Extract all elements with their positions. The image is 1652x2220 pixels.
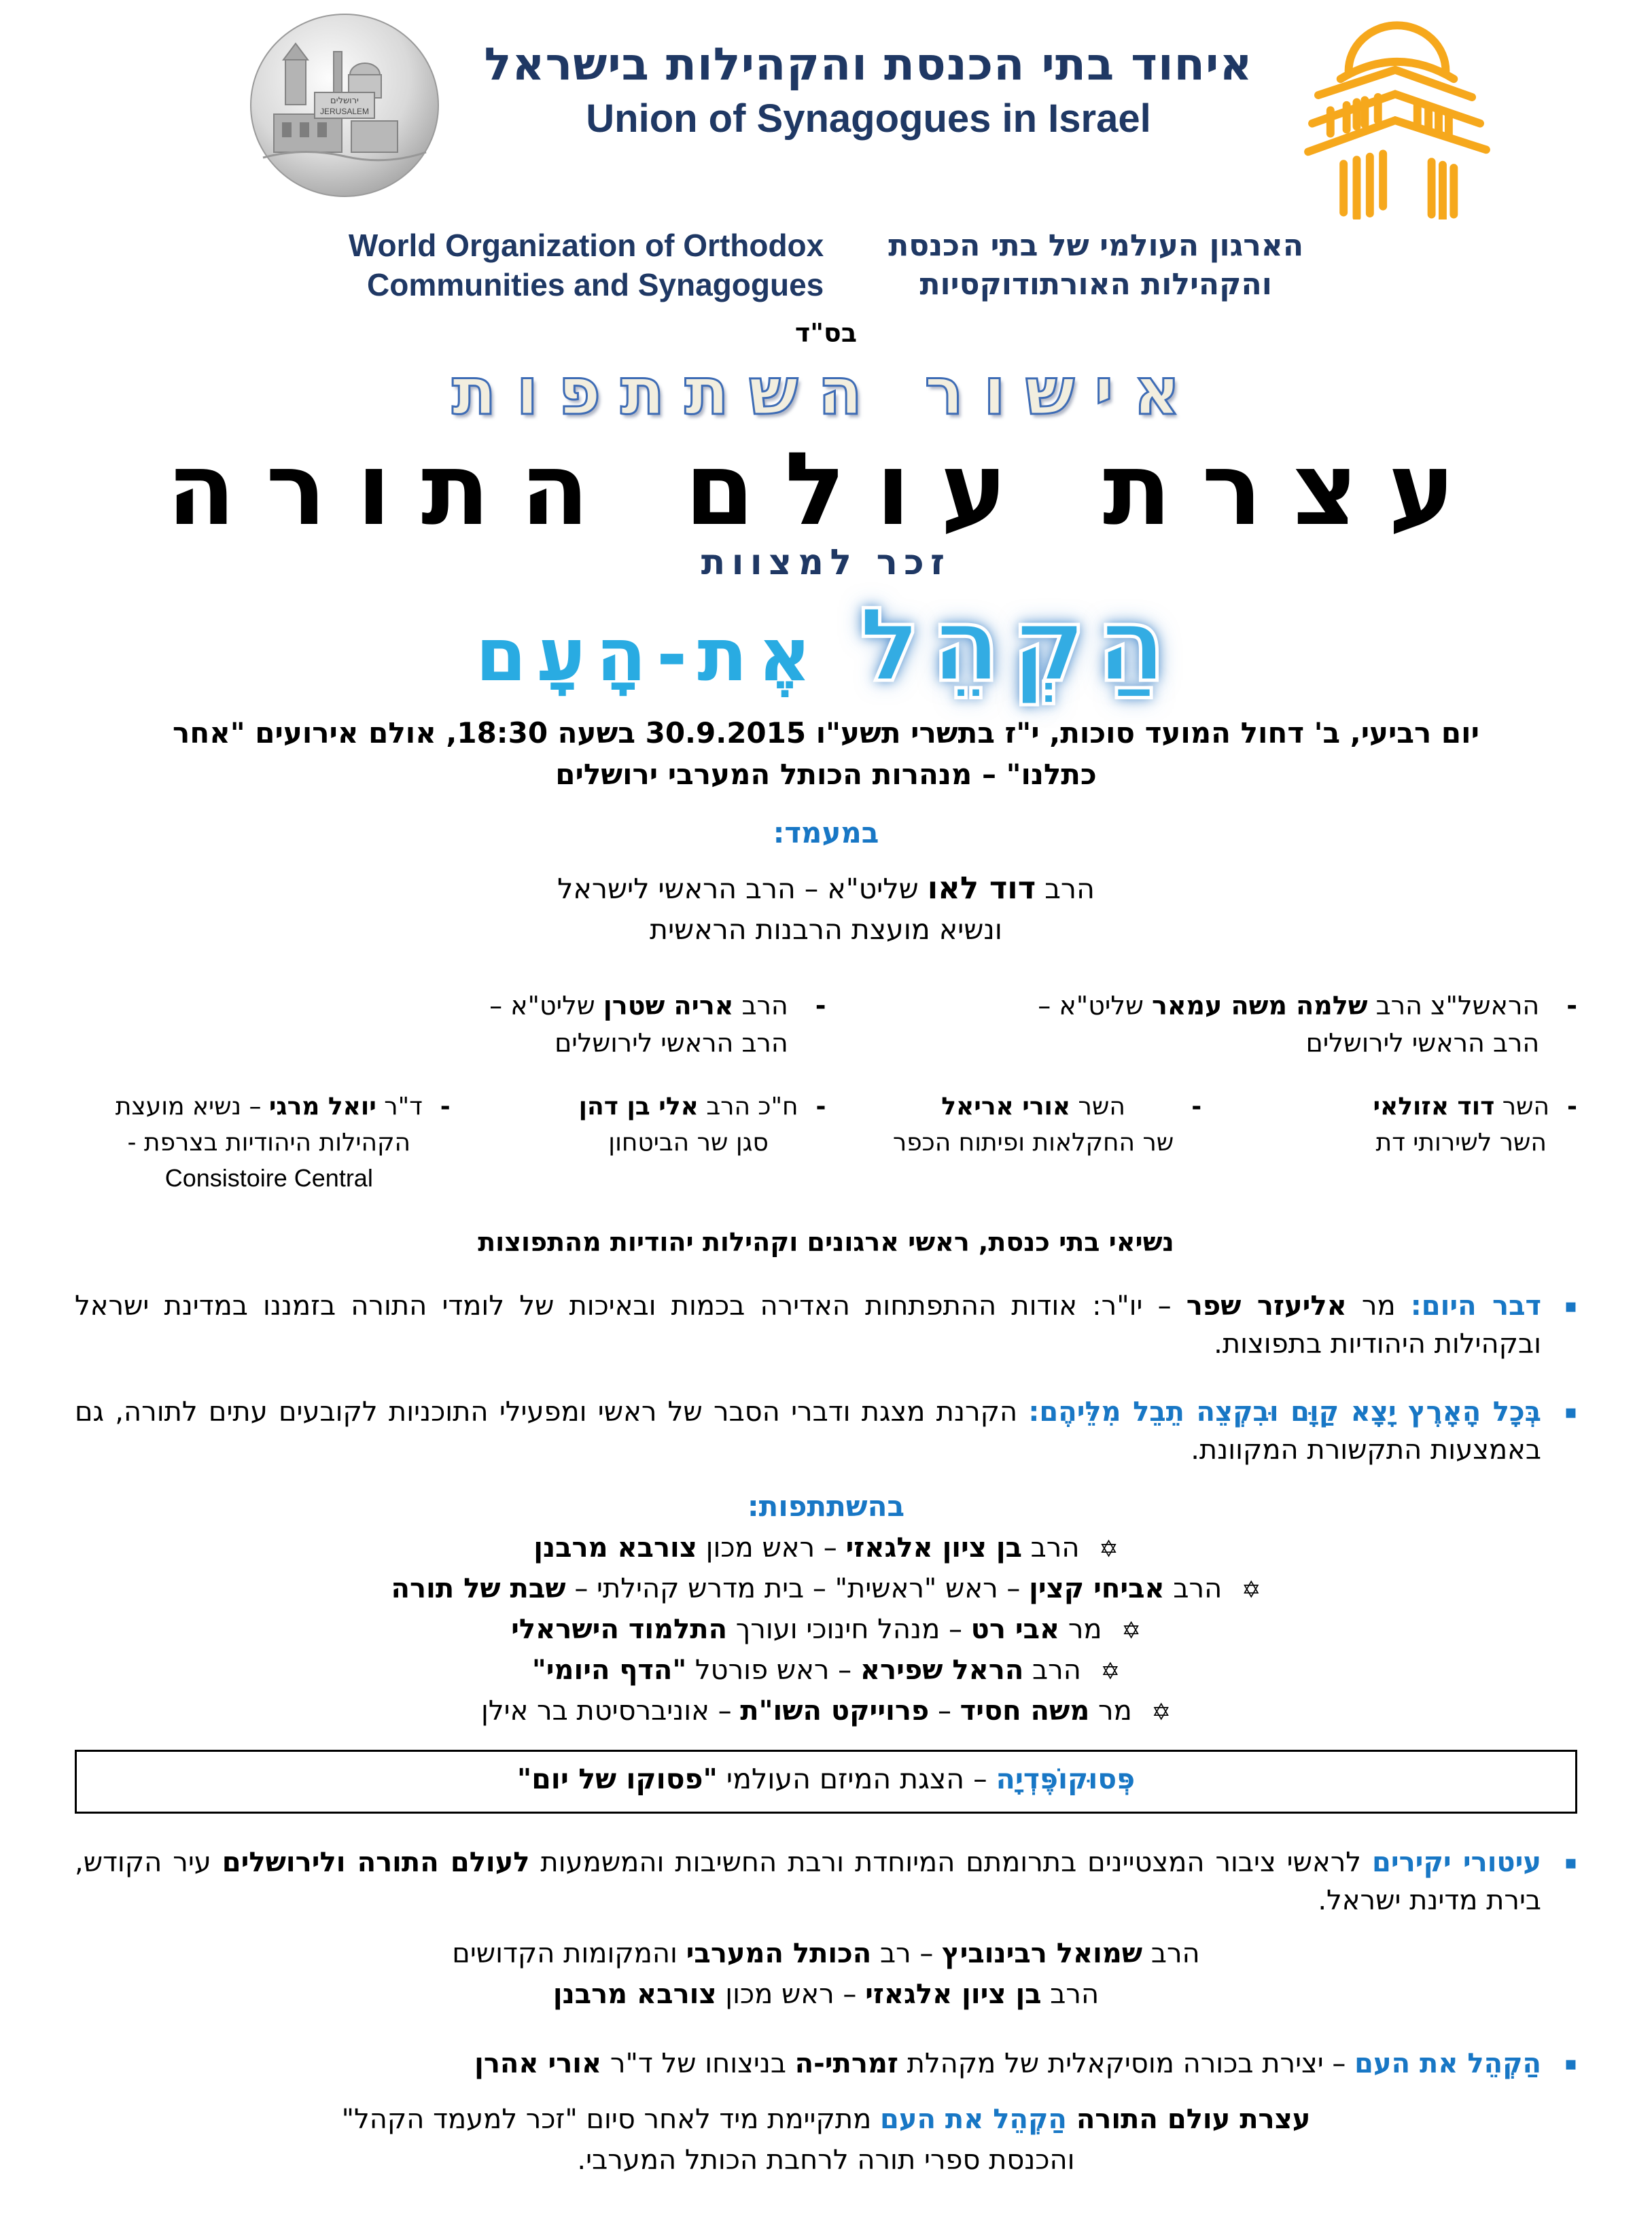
dignitary-item	[75, 987, 826, 1062]
hakhel-choir-text: הַקְהֵל את העם – יצירת בכורה מוסיקאלית של מקהלת זמרתי-ה בניצוחו של ד"ר אורי אהרן	[474, 2047, 1542, 2079]
synagogue-columns-logo	[1295, 12, 1499, 219]
dignitary-title: שר החקלאות ופיתוח הכפר	[892, 1128, 1174, 1157]
chief-rabbi-name-line: הרב דוד לאו שליט"א – הרב הראשי לישראל	[557, 869, 1095, 906]
square-bullet: ▪	[1564, 1850, 1577, 1873]
dash-bullet: -	[815, 991, 826, 1021]
kotel-rabbi-line: הרב שמואל רבינוביץ – רב הכותל המערבי והמקומות הקדושים	[452, 1937, 1200, 1969]
presidents-line: נשיאי בתי כנסת, ראשי ארגונים וקהילות יהודיות מהתפוצות	[478, 1227, 1174, 1257]
participant-line	[75, 1573, 1577, 1604]
medallion-caption-he: ירושלים	[330, 96, 359, 106]
kotel-rabbi-line: הרב בן ציון אלגאזי – ראש מכון צורבא מרבנן	[552, 1978, 1100, 2010]
world-org-en-line2: Communities and Synagogues	[367, 266, 824, 302]
kotel-rabbis-lines	[75, 1933, 1577, 2015]
world-org-he-line1: הארגון העולמי של בתי הכנסת	[888, 228, 1304, 263]
iturim-item	[75, 1844, 1577, 1920]
dignitary-title: סגן שר הביטחון	[608, 1128, 769, 1157]
dignitary-name: הראשל"צ הרב שלמה משה עמאר שליט"א –	[1038, 991, 1540, 1021]
dignitary-org-latin: Consistoire Central	[164, 1163, 373, 1192]
world-org-english	[349, 226, 824, 304]
iturim-text: עיטורי יקירים לראשי ציבור המצטיינים בתרומתם המיוחדת ורבת החשיבות והמשמעות לעולם התורה ולירושלים עיר הקודש, בירת מדינת ישראל.	[75, 1846, 1542, 1916]
square-bullet: ▪	[1564, 1400, 1577, 1423]
dignitary-item	[1201, 1089, 1577, 1196]
chief-rabbi-title-line: ונשיא מועצת הרבנות הראשית	[650, 913, 1002, 946]
participant-text: הרב אביחי קצין – ראש "ראשית" – בית מדרש קהילתי – שבת של תורה	[391, 1572, 1223, 1604]
hakhel-choir-item	[75, 2045, 1577, 2083]
world-org-hebrew	[888, 226, 1303, 304]
agenda-item-presentation	[75, 1393, 1577, 1469]
subtitle-zecher-lemitzvot: זכר למצוות	[701, 542, 951, 583]
dignitary-item	[826, 1089, 1202, 1196]
dignitary-name: ח"כ הרב אלי בן דהן	[578, 1093, 798, 1121]
dignitary-name: השר דוד אזולאי	[1373, 1093, 1550, 1121]
org-titles	[442, 12, 1295, 141]
world-organization-row	[75, 226, 1577, 304]
dignitary-name: ד"ר יואל מרגי – נשיא מועצת	[115, 1093, 423, 1121]
dignitaries-row-1	[75, 987, 1577, 1062]
bmaamad-label: במעמד:	[773, 815, 879, 849]
jerusalem-medallion-logo	[248, 12, 442, 199]
medallion-caption-en: JERUSALEM	[319, 107, 370, 116]
hakhel-wordart-small: אֶת-הָעָם	[475, 612, 822, 698]
dignitary-title: הרב הראשי לירושלים	[555, 1028, 788, 1059]
hakhel-wordart	[75, 586, 1577, 705]
main-title: עצרת עולם התורה	[166, 430, 1486, 548]
dignitary-name: הרב אריה שטרן שליט"א –	[489, 991, 788, 1021]
participant-line	[75, 1655, 1577, 1686]
square-bullet: ▪	[1564, 2051, 1577, 2075]
event-details	[75, 713, 1577, 796]
closing-paragraph	[75, 2099, 1577, 2181]
star-of-david-bullet: ✡	[1241, 1576, 1261, 1604]
dash-bullet: -	[1566, 991, 1577, 1021]
participation-confirmation-title: אישור השתתפות	[451, 353, 1201, 429]
hakhel-wordart-big: הַקְהֵל	[858, 586, 1177, 705]
dignitary-title: הקהילות היהודיות בצרפת -	[127, 1128, 411, 1157]
star-of-david-bullet: ✡	[1100, 1657, 1121, 1685]
agenda-item-text: דבר היום: מר אליעזר שפר – יו"ר: אודות ההתפתחות האדירה בכמות ובאיכות של לומדי התורה בזמננו במדינת ישראל ובקהילות היהודיות בתפוצות.	[75, 1290, 1542, 1360]
synagogue-building-icon	[1295, 12, 1499, 219]
closing-line2: והכנסת ספרי תורה לרחבת הכותל המערבי.	[577, 2144, 1075, 2176]
dignitary-item	[826, 987, 1578, 1062]
psukopedia-box: פְּסוּקוֹפֶּדְיָה – הצגת המיזם העולמי "פסוקו של יום"	[75, 1750, 1577, 1814]
star-of-david-bullet: ✡	[1099, 1535, 1119, 1563]
star-of-david-bullet: ✡	[1121, 1617, 1141, 1644]
chief-rabbi-line	[75, 866, 1577, 951]
header	[75, 12, 1577, 219]
dignitary-title: השר לשירותי דת	[1375, 1128, 1547, 1157]
dash-bullet: -	[440, 1093, 451, 1121]
dignitary-item	[75, 1089, 451, 1196]
participant-text: הרב הראל שפירא – ראש פורטל "הדף היומי"	[531, 1654, 1081, 1686]
participant-line	[75, 1695, 1577, 1727]
agenda-item-dvar-hayom	[75, 1287, 1577, 1363]
dash-bullet: -	[815, 1093, 826, 1121]
dignitary-name: השר אורי אריאל	[941, 1093, 1125, 1121]
star-of-david-bullet: ✡	[1151, 1698, 1172, 1726]
participant-text: הרב בן ציון אלגאזי – ראש מכון צורבא מרבנן	[533, 1532, 1080, 1564]
org-title-hebrew: איחוד בתי הכנסת והקהילות בישראל	[484, 38, 1253, 90]
bsd-mark: בס"ד	[794, 318, 858, 348]
dash-bullet: -	[1191, 1093, 1202, 1121]
world-org-he-line2: והקהילות האורתודוקסיות	[919, 267, 1272, 302]
agenda-item-text: בְּכָל הָאָרֶץ יָצָא קַוָּם וּבִקְצֵה תֵבֵל מִלֵּיהֶם: הקרנת מצגת ודברי הסבר של ראשי ומפעילי התוכניות לקובעים עתים לתורה, גם באמצעות התקשורת המקוונת.	[75, 1396, 1542, 1466]
world-org-en-line1: World Organization of Orthodox	[348, 228, 824, 263]
org-title-english: Union of Synagogues in Israel	[586, 96, 1151, 141]
event-line1: יום רביעי, ב' דחול המועד סוכות, י"ז בתשרי תשע"ו 30.9.2015 בשעה 18:30, אולם אירועים "אחר	[173, 716, 1479, 750]
participant-line	[75, 1614, 1577, 1645]
dignitary-item	[451, 1089, 826, 1196]
dignitary-title: הרב הראשי לירושלים	[1305, 1028, 1540, 1059]
participant-text: מר אבי רט – מנהל חינוכי ועורך התלמוד הישראלי	[511, 1613, 1102, 1645]
participant-text: מר משה חסיד – פרוייקט השו"ת – אוניברסיטת בר אילן	[480, 1695, 1132, 1727]
square-bullet: ▪	[1564, 1294, 1577, 1317]
behishtatfut-label: בהשתתפות:	[747, 1489, 905, 1523]
closing-line1: עצרת עולם התורה הַקְהֵל את העם מתקיימת מיד לאחר סיום "זכר למעמד הקהל"	[341, 2103, 1311, 2135]
dash-bullet: -	[1567, 1093, 1577, 1121]
jerusalem-medallion-icon	[248, 12, 442, 199]
dignitaries-row-2	[75, 1089, 1577, 1196]
participant-line	[75, 1532, 1577, 1564]
event-line2: כתלנו" – מנהרות הכותל המערבי ירושלים	[555, 757, 1097, 791]
